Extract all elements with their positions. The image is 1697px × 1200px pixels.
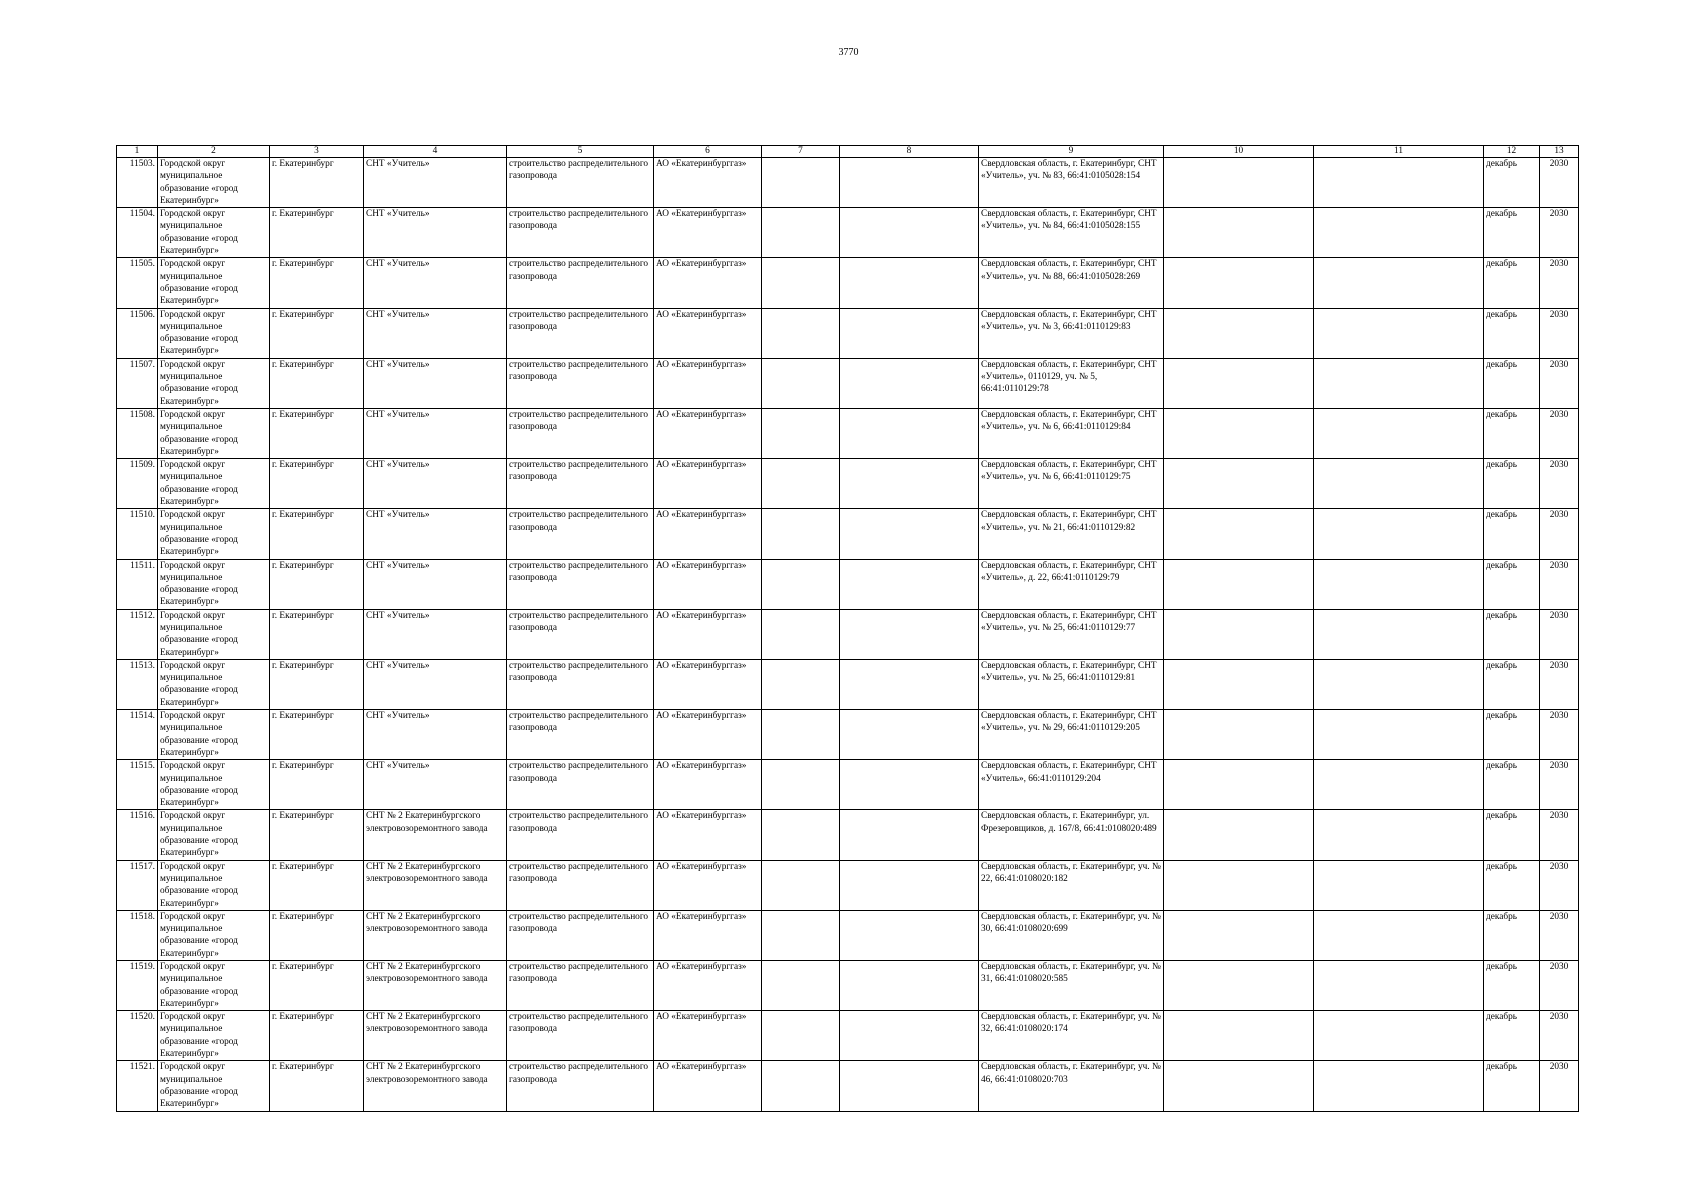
municipality-cell: Городской округ муниципальное образование «город Екатеринбург»	[158, 860, 270, 910]
row-number-cell: 11509.	[117, 459, 158, 509]
column-8-cell	[840, 860, 979, 910]
month-cell: декабрь	[1484, 760, 1540, 810]
column-11-cell	[1314, 258, 1484, 308]
column-header: 12	[1484, 146, 1540, 158]
year-cell: 2030	[1540, 408, 1579, 458]
city-cell: г. Екатеринбург	[270, 659, 364, 709]
column-7-cell	[762, 659, 840, 709]
work-type-cell: строительство распределительного газопровода	[507, 860, 654, 910]
column-11-cell	[1314, 659, 1484, 709]
row-number-cell: 11507.	[117, 358, 158, 408]
city-cell: г. Екатеринбург	[270, 408, 364, 458]
organization-cell: АО «Екатеринбурггаз»	[654, 1011, 762, 1061]
column-10-cell	[1164, 659, 1314, 709]
year-cell: 2030	[1540, 459, 1579, 509]
object-cell: СНТ «Учитель»	[364, 760, 507, 810]
organization-cell: АО «Екатеринбурггаз»	[654, 961, 762, 1011]
address-cell: Свердловская область, г. Екатеринбург, СНТ «Учитель», уч. № 6, 66:41:0110129:75	[979, 459, 1164, 509]
object-cell: СНТ «Учитель»	[364, 710, 507, 760]
city-cell: г. Екатеринбург	[270, 258, 364, 308]
column-11-cell	[1314, 860, 1484, 910]
year-cell: 2030	[1540, 910, 1579, 960]
row-number-cell: 11514.	[117, 710, 158, 760]
year-cell: 2030	[1540, 158, 1579, 208]
city-cell: г. Екатеринбург	[270, 810, 364, 860]
column-8-cell	[840, 760, 979, 810]
month-cell: декабрь	[1484, 559, 1540, 609]
column-10-cell	[1164, 459, 1314, 509]
year-cell: 2030	[1540, 860, 1579, 910]
table-row	[117, 1061, 1579, 1111]
column-header: 4	[364, 146, 507, 158]
work-type-cell: строительство распределительного газопровода	[507, 710, 654, 760]
column-11-cell	[1314, 158, 1484, 208]
column-8-cell	[840, 1011, 979, 1061]
city-cell: г. Екатеринбург	[270, 1011, 364, 1061]
city-cell: г. Екатеринбург	[270, 860, 364, 910]
table-row	[117, 1011, 1579, 1061]
organization-cell: АО «Екатеринбурггаз»	[654, 659, 762, 709]
column-11-cell	[1314, 408, 1484, 458]
column-7-cell	[762, 208, 840, 258]
column-10-cell	[1164, 208, 1314, 258]
column-8-cell	[840, 609, 979, 659]
work-type-cell: строительство распределительного газопровода	[507, 1011, 654, 1061]
object-cell: СНТ «Учитель»	[364, 158, 507, 208]
municipality-cell: Городской округ муниципальное образование «город Екатеринбург»	[158, 308, 270, 358]
work-type-cell: строительство распределительного газопровода	[507, 659, 654, 709]
table-row	[117, 559, 1579, 609]
row-number-cell: 11508.	[117, 408, 158, 458]
municipality-cell: Городской округ муниципальное образование «город Екатеринбург»	[158, 358, 270, 408]
table-row	[117, 459, 1579, 509]
column-7-cell	[762, 760, 840, 810]
column-11-cell	[1314, 358, 1484, 408]
object-cell: СНТ № 2 Екатеринбургского электровозоремонтного завода	[364, 961, 507, 1011]
year-cell: 2030	[1540, 1011, 1579, 1061]
work-type-cell: строительство распределительного газопровода	[507, 509, 654, 559]
column-7-cell	[762, 308, 840, 358]
column-11-cell	[1314, 810, 1484, 860]
column-10-cell	[1164, 760, 1314, 810]
column-10-cell	[1164, 308, 1314, 358]
address-cell: Свердловская область, г. Екатеринбург, уч. № 32, 66:41:0108020:174	[979, 1011, 1164, 1061]
month-cell: декабрь	[1484, 810, 1540, 860]
municipality-cell: Городской округ муниципальное образование «город Екатеринбург»	[158, 760, 270, 810]
column-header: 11	[1314, 146, 1484, 158]
month-cell: декабрь	[1484, 158, 1540, 208]
column-7-cell	[762, 609, 840, 659]
organization-cell: АО «Екатеринбурггаз»	[654, 860, 762, 910]
column-8-cell	[840, 910, 979, 960]
address-cell: Свердловская область, г. Екатеринбург, СНТ «Учитель», 0110129, уч. № 5, 66:41:0110129:78	[979, 358, 1164, 408]
work-type-cell: строительство распределительного газопровода	[507, 258, 654, 308]
column-8-cell	[840, 459, 979, 509]
address-cell: Свердловская область, г. Екатеринбург, СНТ «Учитель», д. 22, 66:41:0110129:79	[979, 559, 1164, 609]
row-number-cell: 11516.	[117, 810, 158, 860]
column-11-cell	[1314, 760, 1484, 810]
year-cell: 2030	[1540, 810, 1579, 860]
municipality-cell: Городской округ муниципальное образование «город Екатеринбург»	[158, 258, 270, 308]
work-type-cell: строительство распределительного газопровода	[507, 609, 654, 659]
column-7-cell	[762, 1061, 840, 1111]
column-8-cell	[840, 408, 979, 458]
column-8-cell	[840, 158, 979, 208]
object-cell: СНТ «Учитель»	[364, 208, 507, 258]
table-row	[117, 760, 1579, 810]
address-cell: Свердловская область, г. Екатеринбург, уч. № 46, 66:41:0108020:703	[979, 1061, 1164, 1111]
address-cell: Свердловская область, г. Екатеринбург, СНТ «Учитель», 66:41:0110129:204	[979, 760, 1164, 810]
organization-cell: АО «Екатеринбурггаз»	[654, 158, 762, 208]
year-cell: 2030	[1540, 308, 1579, 358]
table-row	[117, 609, 1579, 659]
column-8-cell	[840, 308, 979, 358]
city-cell: г. Екатеринбург	[270, 358, 364, 408]
gas-pipeline-table	[116, 145, 1579, 1112]
column-7-cell	[762, 509, 840, 559]
column-10-cell	[1164, 860, 1314, 910]
municipality-cell: Городской округ муниципальное образование «город Екатеринбург»	[158, 659, 270, 709]
year-cell: 2030	[1540, 258, 1579, 308]
year-cell: 2030	[1540, 710, 1579, 760]
year-cell: 2030	[1540, 659, 1579, 709]
column-11-cell	[1314, 509, 1484, 559]
table-row	[117, 710, 1579, 760]
object-cell: СНТ «Учитель»	[364, 609, 507, 659]
column-7-cell	[762, 961, 840, 1011]
column-10-cell	[1164, 158, 1314, 208]
work-type-cell: строительство распределительного газопровода	[507, 760, 654, 810]
row-number-cell: 11519.	[117, 961, 158, 1011]
column-10-cell	[1164, 1011, 1314, 1061]
municipality-cell: Городской округ муниципальное образование «город Екатеринбург»	[158, 910, 270, 960]
column-10-cell	[1164, 559, 1314, 609]
municipality-cell: Городской округ муниципальное образование «город Екатеринбург»	[158, 710, 270, 760]
object-cell: СНТ «Учитель»	[364, 559, 507, 609]
address-cell: Свердловская область, г. Екатеринбург, СНТ «Учитель», уч. № 25, 66:41:0110129:81	[979, 659, 1164, 709]
city-cell: г. Екатеринбург	[270, 609, 364, 659]
column-11-cell	[1314, 910, 1484, 960]
address-cell: Свердловская область, г. Екатеринбург, уч. № 30, 66:41:0108020:699	[979, 910, 1164, 960]
work-type-cell: строительство распределительного газопровода	[507, 910, 654, 960]
column-11-cell	[1314, 961, 1484, 1011]
address-cell: Свердловская область, г. Екатеринбург, СНТ «Учитель», уч. № 6, 66:41:0110129:84	[979, 408, 1164, 458]
column-header: 10	[1164, 146, 1314, 158]
object-cell: СНТ № 2 Екатеринбургского электровозоремонтного завода	[364, 1061, 507, 1111]
address-cell: Свердловская область, г. Екатеринбург, СНТ «Учитель», уч. № 25, 66:41:0110129:77	[979, 609, 1164, 659]
column-7-cell	[762, 258, 840, 308]
municipality-cell: Городской округ муниципальное образование «город Екатеринбург»	[158, 1011, 270, 1061]
column-11-cell	[1314, 710, 1484, 760]
month-cell: декабрь	[1484, 459, 1540, 509]
municipality-cell: Городской округ муниципальное образование «город Екатеринбург»	[158, 459, 270, 509]
column-8-cell	[840, 559, 979, 609]
column-10-cell	[1164, 258, 1314, 308]
organization-cell: АО «Екатеринбурггаз»	[654, 258, 762, 308]
month-cell: декабрь	[1484, 509, 1540, 559]
column-8-cell	[840, 509, 979, 559]
object-cell: СНТ № 2 Екатеринбургского электровозоремонтного завода	[364, 860, 507, 910]
city-cell: г. Екатеринбург	[270, 509, 364, 559]
address-cell: Свердловская область, г. Екатеринбург, СНТ «Учитель», уч. № 21, 66:41:0110129:82	[979, 509, 1164, 559]
row-number-cell: 11505.	[117, 258, 158, 308]
column-11-cell	[1314, 459, 1484, 509]
work-type-cell: строительство распределительного газопровода	[507, 810, 654, 860]
organization-cell: АО «Екатеринбурггаз»	[654, 509, 762, 559]
column-header: 9	[979, 146, 1164, 158]
address-cell: Свердловская область, г. Екатеринбург, уч. № 31, 66:41:0108020:585	[979, 961, 1164, 1011]
column-11-cell	[1314, 208, 1484, 258]
column-10-cell	[1164, 408, 1314, 458]
row-number-cell: 11518.	[117, 910, 158, 960]
column-10-cell	[1164, 509, 1314, 559]
table-row	[117, 308, 1579, 358]
column-10-cell	[1164, 910, 1314, 960]
object-cell: СНТ «Учитель»	[364, 459, 507, 509]
city-cell: г. Екатеринбург	[270, 559, 364, 609]
row-number-cell: 11511.	[117, 559, 158, 609]
work-type-cell: строительство распределительного газопровода	[507, 459, 654, 509]
address-cell: Свердловская область, г. Екатеринбург, СНТ «Учитель», уч. № 84, 66:41:0105028:155	[979, 208, 1164, 258]
month-cell: декабрь	[1484, 1011, 1540, 1061]
municipality-cell: Городской округ муниципальное образование «город Екатеринбург»	[158, 559, 270, 609]
row-number-cell: 11504.	[117, 208, 158, 258]
address-cell: Свердловская область, г. Екатеринбург, уч. № 22, 66:41:0108020:182	[979, 860, 1164, 910]
city-cell: г. Екатеринбург	[270, 308, 364, 358]
object-cell: СНТ «Учитель»	[364, 258, 507, 308]
column-7-cell	[762, 810, 840, 860]
column-7-cell	[762, 358, 840, 408]
column-7-cell	[762, 910, 840, 960]
object-cell: СНТ «Учитель»	[364, 408, 507, 458]
column-header: 13	[1540, 146, 1579, 158]
column-number-header-row	[117, 146, 1579, 158]
object-cell: СНТ «Учитель»	[364, 509, 507, 559]
object-cell: СНТ № 2 Екатеринбургского электровозоремонтного завода	[364, 1011, 507, 1061]
page-number: 3770	[838, 47, 859, 58]
city-cell: г. Екатеринбург	[270, 910, 364, 960]
column-11-cell	[1314, 1011, 1484, 1061]
column-header: 3	[270, 146, 364, 158]
object-cell: СНТ № 2 Екатеринбургского электровозоремонтного завода	[364, 810, 507, 860]
column-7-cell	[762, 710, 840, 760]
work-type-cell: строительство распределительного газопровода	[507, 158, 654, 208]
city-cell: г. Екатеринбург	[270, 1061, 364, 1111]
month-cell: декабрь	[1484, 860, 1540, 910]
column-7-cell	[762, 559, 840, 609]
work-type-cell: строительство распределительного газопровода	[507, 559, 654, 609]
organization-cell: АО «Екатеринбурггаз»	[654, 760, 762, 810]
column-8-cell	[840, 659, 979, 709]
table-row	[117, 509, 1579, 559]
city-cell: г. Екатеринбург	[270, 710, 364, 760]
year-cell: 2030	[1540, 509, 1579, 559]
row-number-cell: 11506.	[117, 308, 158, 358]
organization-cell: АО «Екатеринбурггаз»	[654, 1061, 762, 1111]
organization-cell: АО «Екатеринбурггаз»	[654, 559, 762, 609]
column-7-cell	[762, 158, 840, 208]
object-cell: СНТ «Учитель»	[364, 358, 507, 408]
city-cell: г. Екатеринбург	[270, 961, 364, 1011]
column-11-cell	[1314, 559, 1484, 609]
column-7-cell	[762, 1011, 840, 1061]
object-cell: СНТ № 2 Екатеринбургского электровозоремонтного завода	[364, 910, 507, 960]
table-row	[117, 961, 1579, 1011]
month-cell: декабрь	[1484, 609, 1540, 659]
month-cell: декабрь	[1484, 961, 1540, 1011]
municipality-cell: Городской округ муниципальное образование «город Екатеринбург»	[158, 609, 270, 659]
column-8-cell	[840, 358, 979, 408]
column-8-cell	[840, 810, 979, 860]
table-row	[117, 258, 1579, 308]
work-type-cell: строительство распределительного газопровода	[507, 358, 654, 408]
object-cell: СНТ «Учитель»	[364, 659, 507, 709]
address-cell: Свердловская область, г. Екатеринбург, ул. Фрезеровщиков, д. 167/8, 66:41:0108020:489	[979, 810, 1164, 860]
year-cell: 2030	[1540, 760, 1579, 810]
column-11-cell	[1314, 609, 1484, 659]
object-cell: СНТ «Учитель»	[364, 308, 507, 358]
municipality-cell: Городской округ муниципальное образование «город Екатеринбург»	[158, 810, 270, 860]
row-number-cell: 11512.	[117, 609, 158, 659]
month-cell: декабрь	[1484, 1061, 1540, 1111]
municipality-cell: Городской округ муниципальное образование «город Екатеринбург»	[158, 961, 270, 1011]
table-body	[117, 158, 1579, 1112]
year-cell: 2030	[1540, 358, 1579, 408]
column-8-cell	[840, 258, 979, 308]
work-type-cell: строительство распределительного газопровода	[507, 1061, 654, 1111]
month-cell: декабрь	[1484, 358, 1540, 408]
column-header: 5	[507, 146, 654, 158]
organization-cell: АО «Екатеринбурггаз»	[654, 308, 762, 358]
column-10-cell	[1164, 1061, 1314, 1111]
column-8-cell	[840, 961, 979, 1011]
month-cell: декабрь	[1484, 258, 1540, 308]
address-cell: Свердловская область, г. Екатеринбург, СНТ «Учитель», уч. № 83, 66:41:0105028:154	[979, 158, 1164, 208]
row-number-cell: 11510.	[117, 509, 158, 559]
city-cell: г. Екатеринбург	[270, 760, 364, 810]
city-cell: г. Екатеринбург	[270, 459, 364, 509]
column-header: 6	[654, 146, 762, 158]
table-row	[117, 910, 1579, 960]
row-number-cell: 11515.	[117, 760, 158, 810]
row-number-cell: 11513.	[117, 659, 158, 709]
city-cell: г. Екатеринбург	[270, 158, 364, 208]
address-cell: Свердловская область, г. Екатеринбург, СНТ «Учитель», уч. № 29, 66:41:0110129:205	[979, 710, 1164, 760]
column-10-cell	[1164, 961, 1314, 1011]
row-number-cell: 11503.	[117, 158, 158, 208]
column-7-cell	[762, 860, 840, 910]
month-cell: декабрь	[1484, 308, 1540, 358]
column-header: 7	[762, 146, 840, 158]
municipality-cell: Городской округ муниципальное образование «город Екатеринбург»	[158, 1061, 270, 1111]
year-cell: 2030	[1540, 1061, 1579, 1111]
month-cell: декабрь	[1484, 408, 1540, 458]
organization-cell: АО «Екатеринбурггаз»	[654, 408, 762, 458]
table-row	[117, 158, 1579, 208]
year-cell: 2030	[1540, 961, 1579, 1011]
row-number-cell: 11517.	[117, 860, 158, 910]
column-10-cell	[1164, 810, 1314, 860]
column-header: 8	[840, 146, 979, 158]
work-type-cell: строительство распределительного газопровода	[507, 208, 654, 258]
work-type-cell: строительство распределительного газопровода	[507, 961, 654, 1011]
row-number-cell: 11520.	[117, 1011, 158, 1061]
city-cell: г. Екатеринбург	[270, 208, 364, 258]
column-7-cell	[762, 459, 840, 509]
column-10-cell	[1164, 358, 1314, 408]
column-8-cell	[840, 208, 979, 258]
column-header: 2	[158, 146, 270, 158]
column-11-cell	[1314, 308, 1484, 358]
column-8-cell	[840, 710, 979, 760]
column-7-cell	[762, 408, 840, 458]
table-row	[117, 208, 1579, 258]
table-row	[117, 810, 1579, 860]
table-row	[117, 408, 1579, 458]
address-cell: Свердловская область, г. Екатеринбург, СНТ «Учитель», уч. № 88, 66:41:0105028:269	[979, 258, 1164, 308]
municipality-cell: Городской округ муниципальное образование «город Екатеринбург»	[158, 158, 270, 208]
municipality-cell: Городской округ муниципальное образование «город Екатеринбург»	[158, 208, 270, 258]
column-10-cell	[1164, 710, 1314, 760]
work-type-cell: строительство распределительного газопровода	[507, 408, 654, 458]
year-cell: 2030	[1540, 559, 1579, 609]
month-cell: декабрь	[1484, 659, 1540, 709]
municipality-cell: Городской округ муниципальное образование «город Екатеринбург»	[158, 509, 270, 559]
organization-cell: АО «Екатеринбурггаз»	[654, 810, 762, 860]
organization-cell: АО «Екатеринбурггаз»	[654, 910, 762, 960]
organization-cell: АО «Екатеринбурггаз»	[654, 710, 762, 760]
organization-cell: АО «Екатеринбурггаз»	[654, 208, 762, 258]
month-cell: декабрь	[1484, 910, 1540, 960]
year-cell: 2030	[1540, 609, 1579, 659]
month-cell: декабрь	[1484, 208, 1540, 258]
work-type-cell: строительство распределительного газопровода	[507, 308, 654, 358]
organization-cell: АО «Екатеринбурггаз»	[654, 459, 762, 509]
address-cell: Свердловская область, г. Екатеринбург, СНТ «Учитель», уч. № 3, 66:41:0110129:83	[979, 308, 1164, 358]
column-header: 1	[117, 146, 158, 158]
municipality-cell: Городской округ муниципальное образование «город Екатеринбург»	[158, 408, 270, 458]
row-number-cell: 11521.	[117, 1061, 158, 1111]
table-row	[117, 659, 1579, 709]
column-8-cell	[840, 1061, 979, 1111]
table-row	[117, 358, 1579, 408]
year-cell: 2030	[1540, 208, 1579, 258]
month-cell: декабрь	[1484, 710, 1540, 760]
table-row	[117, 860, 1579, 910]
column-10-cell	[1164, 609, 1314, 659]
column-11-cell	[1314, 1061, 1484, 1111]
organization-cell: АО «Екатеринбурггаз»	[654, 609, 762, 659]
organization-cell: АО «Екатеринбурггаз»	[654, 358, 762, 408]
